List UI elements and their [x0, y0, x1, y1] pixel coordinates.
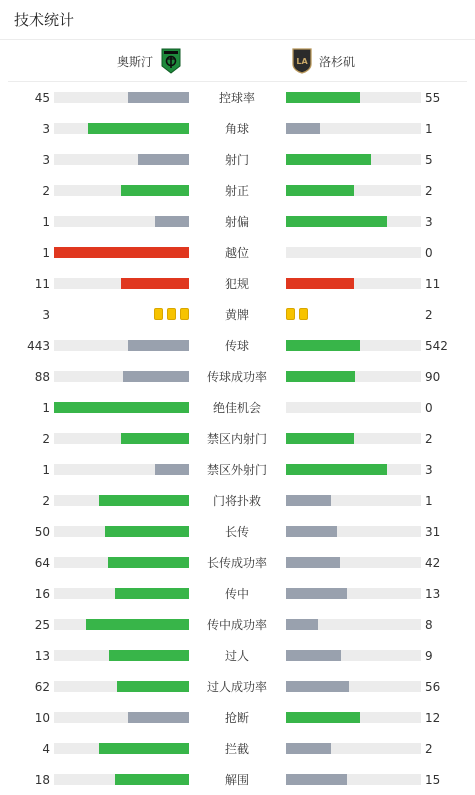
away-stat-fill	[286, 371, 355, 382]
away-stat-fill	[286, 681, 349, 692]
section-header	[0, 0, 475, 40]
stat-label: 过人	[224, 649, 249, 663]
away-stat-bar	[286, 619, 421, 630]
away-stat-bar	[286, 681, 421, 692]
stat-label: 门将扑救	[212, 494, 261, 508]
home-stat-value: 3	[42, 122, 50, 136]
home-stat-fill	[155, 464, 189, 475]
home-yellow-cards	[154, 308, 189, 321]
home-stat-fill	[123, 371, 189, 382]
lafc-crest-icon	[292, 48, 312, 74]
home-stat-fill	[109, 650, 189, 661]
home-stat-value: 11	[34, 277, 50, 291]
stat-row	[0, 553, 475, 573]
home-stat-bar	[54, 619, 189, 630]
stat-label: 传球	[224, 339, 249, 353]
home-stat-value: 1	[42, 463, 50, 477]
home-stat-bar	[54, 216, 189, 227]
home-stat-fill	[128, 340, 189, 351]
away-stat-bar	[286, 371, 421, 382]
stat-label: 抢断	[224, 711, 249, 725]
away-stat-bar	[286, 774, 421, 785]
away-stat-value: 13	[425, 587, 441, 601]
stat-label: 长传	[224, 525, 249, 539]
home-stat-bar	[54, 774, 189, 785]
away-stat-bar	[286, 557, 421, 568]
away-stat-bar	[286, 185, 421, 196]
home-stat-bar	[54, 402, 189, 413]
stat-row	[0, 305, 475, 325]
away-stat-fill	[286, 712, 360, 723]
away-stat-fill	[286, 123, 320, 134]
yellow-card-icon	[286, 308, 295, 320]
home-stat-bar	[54, 154, 189, 165]
away-team[interactable]	[292, 40, 355, 82]
away-stat-bar	[286, 712, 421, 723]
away-stat-fill	[286, 278, 354, 289]
home-stat-value: 10	[34, 711, 50, 725]
away-stat-fill	[286, 185, 354, 196]
away-stat-bar	[286, 278, 421, 289]
home-stat-fill	[99, 743, 189, 754]
home-stat-value: 1	[42, 215, 50, 229]
home-stat-value: 62	[34, 680, 50, 694]
stat-label: 射偏	[224, 215, 249, 229]
stat-label: 角球	[224, 122, 249, 136]
stat-row	[0, 429, 475, 449]
home-stat-bar	[54, 650, 189, 661]
away-stat-bar	[286, 216, 421, 227]
home-stat-fill	[88, 123, 189, 134]
away-stat-bar	[286, 154, 421, 165]
away-stat-fill	[286, 619, 318, 630]
stat-row	[0, 522, 475, 542]
stat-label: 传中	[224, 587, 249, 601]
stat-label: 越位	[224, 246, 249, 260]
home-stat-value: 50	[34, 525, 50, 539]
home-stat-fill	[128, 712, 189, 723]
home-stat-bar	[54, 743, 189, 754]
stat-row	[0, 181, 475, 201]
away-stat-bar	[286, 743, 421, 754]
home-stat-bar	[54, 557, 189, 568]
stat-row	[0, 212, 475, 232]
away-stat-bar	[286, 495, 421, 506]
away-stat-fill	[286, 433, 354, 444]
stat-label: 犯规	[224, 277, 249, 291]
away-stat-fill	[286, 588, 347, 599]
stat-label: 传中成功率	[206, 618, 267, 632]
home-stat-value: 4	[42, 742, 50, 756]
home-stat-value: 16	[34, 587, 50, 601]
home-stat-fill	[117, 681, 189, 692]
home-stat-fill	[108, 557, 189, 568]
away-stat-value: 0	[425, 401, 433, 415]
home-stat-fill	[128, 92, 189, 103]
stat-row	[0, 708, 475, 728]
austin-crest-icon	[161, 48, 181, 74]
away-stat-fill	[286, 650, 341, 661]
home-stat-value: 88	[34, 370, 50, 384]
stat-row	[0, 367, 475, 387]
stat-row	[0, 150, 475, 170]
away-stat-fill	[286, 92, 360, 103]
stat-row	[0, 615, 475, 635]
away-stat-value: 42	[425, 556, 441, 570]
away-stat-value: 1	[425, 494, 433, 508]
home-stat-fill	[99, 495, 189, 506]
yellow-card-icon	[167, 308, 176, 320]
home-stat-value: 1	[42, 246, 50, 260]
away-stat-bar	[286, 402, 421, 413]
away-stat-value: 2	[425, 432, 433, 446]
stat-row	[0, 274, 475, 294]
home-stat-bar	[54, 681, 189, 692]
away-stat-value: 2	[425, 184, 433, 198]
home-stat-bar	[54, 185, 189, 196]
away-stat-fill	[286, 495, 331, 506]
teams-header	[8, 40, 467, 82]
away-stat-value: 2	[425, 742, 433, 756]
away-stat-value: 15	[425, 773, 441, 787]
away-stat-fill	[286, 464, 387, 475]
home-stat-fill	[54, 402, 189, 413]
away-stat-fill	[286, 743, 331, 754]
away-stat-bar	[286, 650, 421, 661]
stat-row	[0, 243, 475, 263]
away-stat-value: 2	[425, 308, 433, 322]
away-stat-value: 3	[425, 215, 433, 229]
away-stat-value: 11	[425, 277, 441, 291]
stat-row	[0, 88, 475, 108]
away-stat-bar	[286, 526, 421, 537]
home-stat-bar	[54, 464, 189, 475]
away-stat-value: 9	[425, 649, 433, 663]
home-stat-value: 64	[34, 556, 50, 570]
home-stat-fill	[121, 433, 189, 444]
home-stat-value: 443	[27, 339, 50, 353]
stat-row	[0, 770, 475, 790]
away-stat-fill	[286, 526, 337, 537]
home-stat-value: 3	[42, 308, 50, 322]
home-stat-value: 45	[34, 91, 50, 105]
away-stat-bar	[286, 588, 421, 599]
away-stat-bar	[286, 92, 421, 103]
yellow-card-icon	[154, 308, 163, 320]
stat-label: 禁区内射门	[206, 432, 267, 446]
stat-label: 射门	[224, 153, 249, 167]
stat-label: 控球率	[218, 91, 255, 105]
home-stat-bar	[54, 247, 189, 258]
home-stat-bar	[54, 526, 189, 537]
stat-label: 传球成功率	[206, 370, 267, 384]
stat-label: 射正	[224, 184, 249, 198]
home-stat-fill	[121, 185, 189, 196]
stat-row	[0, 119, 475, 139]
home-stat-value: 18	[34, 773, 50, 787]
away-stat-fill	[286, 340, 360, 351]
home-stat-value: 1	[42, 401, 50, 415]
stat-row	[0, 336, 475, 356]
away-stat-bar	[286, 123, 421, 134]
home-stat-bar	[54, 495, 189, 506]
away-stat-fill	[286, 557, 340, 568]
stat-label: 禁区外射门	[206, 463, 267, 477]
home-stat-bar	[54, 340, 189, 351]
away-stat-fill	[286, 216, 387, 227]
away-stat-value: 3	[425, 463, 433, 477]
away-stat-value: 1	[425, 122, 433, 136]
stat-label: 黄牌	[224, 308, 249, 322]
stat-row	[0, 677, 475, 697]
home-team[interactable]	[117, 40, 181, 82]
away-stat-value: 31	[425, 525, 441, 539]
home-stat-value: 13	[34, 649, 50, 663]
away-stat-value: 12	[425, 711, 441, 725]
stat-row	[0, 491, 475, 511]
away-yellow-cards	[286, 308, 308, 321]
stat-label: 绝佳机会	[212, 401, 261, 415]
home-stat-value: 2	[42, 432, 50, 446]
home-stat-fill	[54, 247, 189, 258]
stat-label: 拦截	[224, 742, 249, 756]
home-stat-bar	[54, 433, 189, 444]
yellow-card-icon	[299, 308, 308, 320]
home-stat-bar	[54, 712, 189, 723]
home-stat-fill	[121, 278, 189, 289]
stat-row	[0, 584, 475, 604]
home-stat-fill	[105, 526, 189, 537]
home-stat-fill	[138, 154, 189, 165]
away-stat-value: 8	[425, 618, 433, 632]
stat-label: 长传成功率	[206, 556, 267, 570]
away-stat-bar	[286, 340, 421, 351]
stat-row	[0, 398, 475, 418]
home-stat-bar	[54, 123, 189, 134]
home-stat-fill	[115, 774, 189, 785]
away-stat-fill	[286, 774, 347, 785]
home-stat-bar	[54, 92, 189, 103]
away-stat-value: 55	[425, 91, 441, 105]
home-team-name: 奥斯汀	[116, 54, 153, 69]
home-stat-fill	[115, 588, 189, 599]
home-stat-value: 2	[42, 494, 50, 508]
away-stat-value: 0	[425, 246, 433, 260]
home-stat-value: 3	[42, 153, 50, 167]
home-stat-value: 2	[42, 184, 50, 198]
away-stat-value: 90	[425, 370, 441, 384]
home-stat-fill	[86, 619, 189, 630]
home-stat-bar	[54, 278, 189, 289]
stat-row	[0, 646, 475, 666]
away-team-name: 洛杉矶	[319, 54, 356, 69]
away-stat-bar	[286, 433, 421, 444]
home-stat-value: 25	[34, 618, 50, 632]
home-stat-bar	[54, 371, 189, 382]
stat-label: 解围	[224, 773, 249, 787]
stat-label: 过人成功率	[206, 680, 267, 694]
away-stat-fill	[286, 154, 371, 165]
away-stat-bar	[286, 464, 421, 475]
home-stat-bar	[54, 588, 189, 599]
yellow-card-icon	[180, 308, 189, 320]
page-title: 技术统计	[14, 11, 75, 29]
away-stat-bar	[286, 247, 421, 258]
away-stat-value: 5	[425, 153, 433, 167]
home-stat-fill	[155, 216, 189, 227]
stat-row	[0, 739, 475, 759]
away-stat-value: 542	[425, 339, 448, 353]
svg-text:LA: LA	[296, 57, 308, 66]
stat-row	[0, 460, 475, 480]
away-stat-value: 56	[425, 680, 441, 694]
